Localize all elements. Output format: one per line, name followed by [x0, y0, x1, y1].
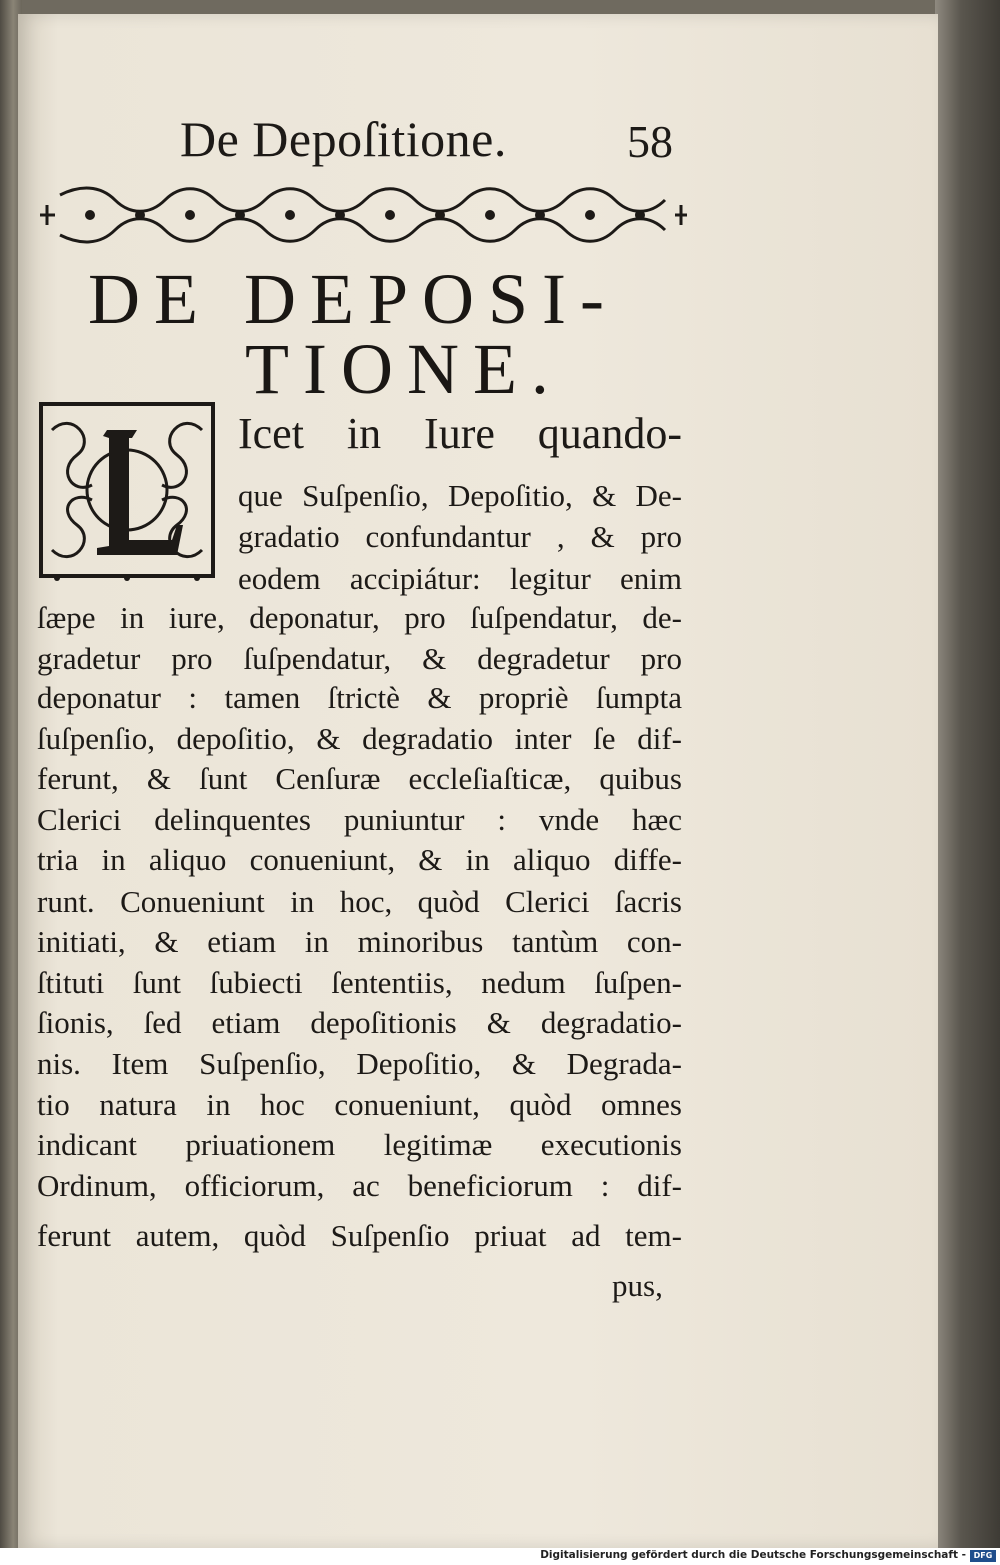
body-line: gradetur pro ſuſpendatur, & degradetur pro: [37, 641, 682, 676]
dfg-logo: DFG: [970, 1550, 996, 1562]
body-line: tria in aliquo conueniunt, & in aliquo diffe-: [37, 842, 682, 877]
body-line: initiati, & etiam in minoribus tantùm con-: [37, 924, 682, 959]
body-line: nis. Item Suſpenſio, Depoſitio, & Degrada-: [37, 1046, 682, 1081]
body-line: ferunt autem, quòd Suſpenſio priuat ad tem-: [37, 1218, 682, 1253]
page-number: 58: [627, 116, 673, 167]
scan-right-edge: [935, 0, 1000, 1548]
body-line: eodem accipiátur: legitur enim: [238, 561, 682, 596]
chapter-title-line-1: DE DEPOSI-: [88, 259, 618, 339]
body-line: ſtituti ſunt ſubiecti ſententiis, nedum ſuſpen-: [37, 965, 682, 1000]
body-line: Clerici delinquentes puniuntur : vnde hæc: [37, 802, 682, 837]
body-line: indicant priuationem legitimæ executionis: [37, 1127, 682, 1162]
body-line: deponatur : tamen ſtrictè & propriè ſumpta: [37, 680, 682, 715]
body-line: tio natura in hoc conueniunt, quòd omnes: [37, 1087, 682, 1122]
ornament-band: [35, 180, 690, 250]
footer-credit: Digitalisierung gefördert durch die Deutsche Forschungsgemeinschaft -: [540, 1549, 966, 1561]
body-line: ſuſpenſio, depoſitio, & degradatio inter ſe dif-: [37, 721, 682, 756]
body-line: que Suſpenſio, Depoſitio, & De-: [238, 478, 682, 513]
body-line: ferunt, & ſunt Cenſuræ eccleſiaſticæ, quibus: [37, 761, 682, 796]
body-line: ſæpe in iure, deponatur, pro ſuſpendatur, de-: [37, 600, 682, 635]
body-line: runt. Conueniunt in hoc, quòd Clerici ſacris: [37, 884, 682, 919]
body-line: ſionis, ſed etiam depoſitionis & degradatio-: [37, 1005, 682, 1040]
body-line-first: Icet in Iure quando-: [238, 409, 682, 458]
body-line: Ordinum, officiorum, ac beneficiorum : dif-: [37, 1168, 682, 1203]
chapter-title-line-2: TIONE.: [245, 329, 563, 409]
decorated-initial-L: [37, 400, 217, 585]
catchword: pus,: [612, 1268, 663, 1303]
body-line: gradatio confundantur , & pro: [238, 519, 682, 554]
running-head: De Depoſitione.: [180, 111, 507, 167]
